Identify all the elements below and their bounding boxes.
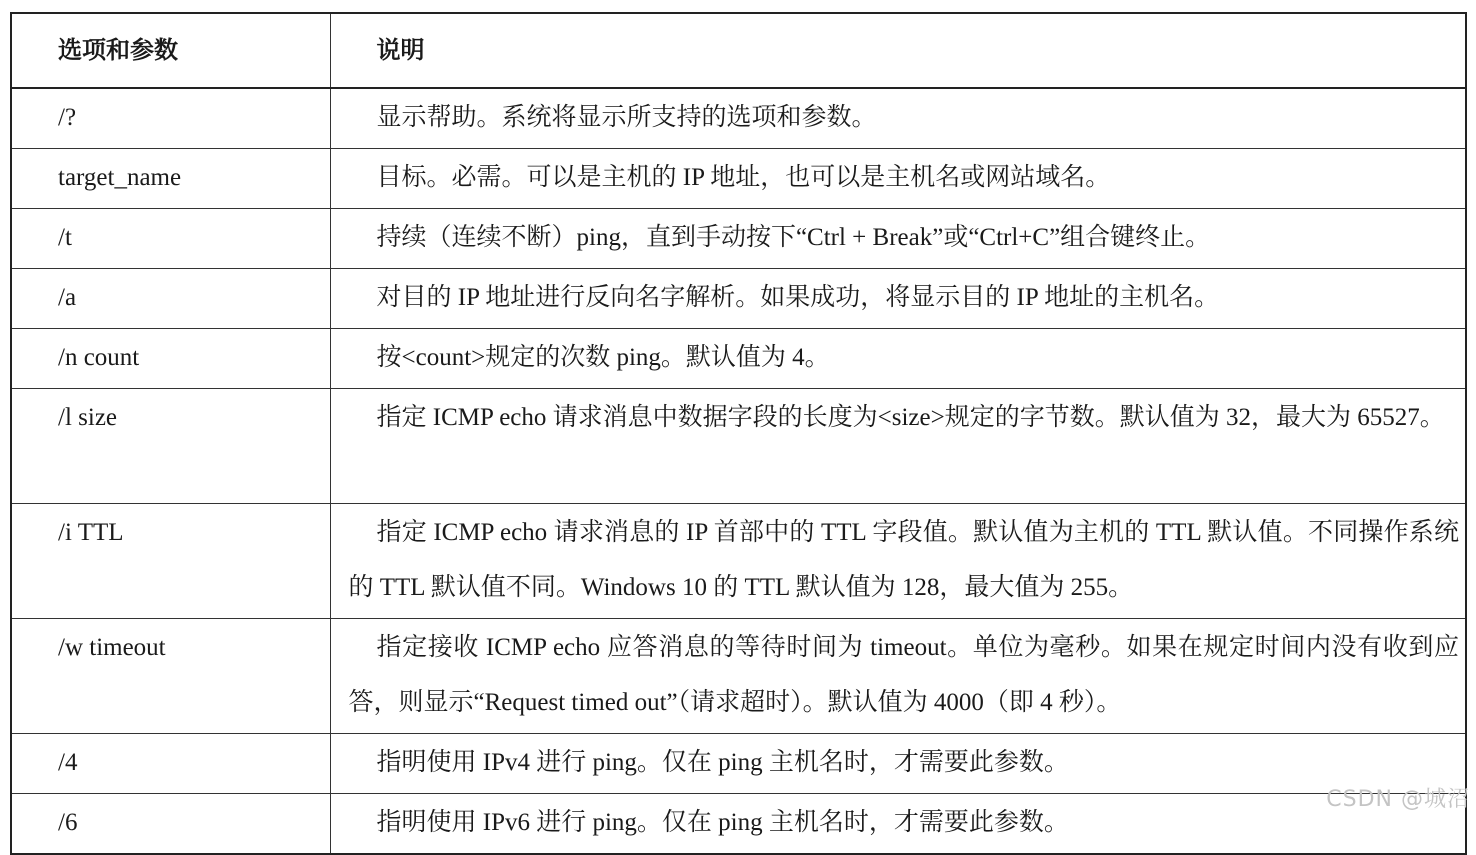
table-header-row [11, 13, 1466, 88]
table-row [11, 88, 1466, 149]
option-cell: /? [11, 88, 330, 149]
description-cell: 按<count>规定的次数 ping。默认值为 4。 [330, 329, 1466, 389]
table-row [11, 734, 1466, 794]
table-row [11, 149, 1466, 209]
description-cell: 指明使用 IPv6 进行 ping。仅在 ping 主机名时，才需要此参数。 [330, 794, 1466, 855]
table-row [11, 619, 1466, 734]
option-cell: /t [11, 209, 330, 269]
option-cell: /4 [11, 734, 330, 794]
description-cell: 显示帮助。系统将显示所支持的选项和参数。 [330, 88, 1466, 149]
option-cell: /l size [11, 389, 330, 504]
description-cell: 指明使用 IPv4 进行 ping。仅在 ping 主机名时，才需要此参数。 [330, 734, 1466, 794]
option-cell: target_name [11, 149, 330, 209]
header-description: 说明 [330, 13, 1466, 88]
option-cell: /w timeout [11, 619, 330, 734]
option-cell: /i TTL [11, 504, 330, 619]
table-row [11, 794, 1466, 855]
table-row [11, 269, 1466, 329]
option-cell: /6 [11, 794, 330, 855]
description-cell: 指定接收 ICMP echo 应答消息的等待时间为 timeout。单位为毫秒。如果在规定时间内没有收到应答，则显示“Request timed out”（请求超时）。默认值为 4000（即 4 秒）。 [330, 619, 1466, 734]
option-cell: /n count [11, 329, 330, 389]
table-row [11, 504, 1466, 619]
table-row [11, 209, 1466, 269]
csdn-watermark: CSDN @城沼 [1326, 787, 1470, 812]
description-cell: 指定 ICMP echo 请求消息的 IP 首部中的 TTL 字段值。默认值为主机的 TTL 默认值。不同操作系统的 TTL 默认值不同。Windows 10 的 TTL 默认值为 128，最大值为 255。 [330, 504, 1466, 619]
description-cell: 目标。必需。可以是主机的 IP 地址，也可以是主机名或网站域名。 [330, 149, 1466, 209]
option-cell: /a [11, 269, 330, 329]
description-cell: 对目的 IP 地址进行反向名字解析。如果成功，将显示目的 IP 地址的主机名。 [330, 269, 1466, 329]
table-row [11, 329, 1466, 389]
description-cell: 持续（连续不断）ping，直到手动按下“Ctrl + Break”或“Ctrl+C”组合键终止。 [330, 209, 1466, 269]
ping-options-table [10, 12, 1467, 855]
header-option: 选项和参数 [11, 13, 330, 88]
description-cell: 指定 ICMP echo 请求消息中数据字段的长度为<size>规定的字节数。默认值为 32，最大为 65527。 [330, 389, 1466, 504]
table-row [11, 389, 1466, 504]
